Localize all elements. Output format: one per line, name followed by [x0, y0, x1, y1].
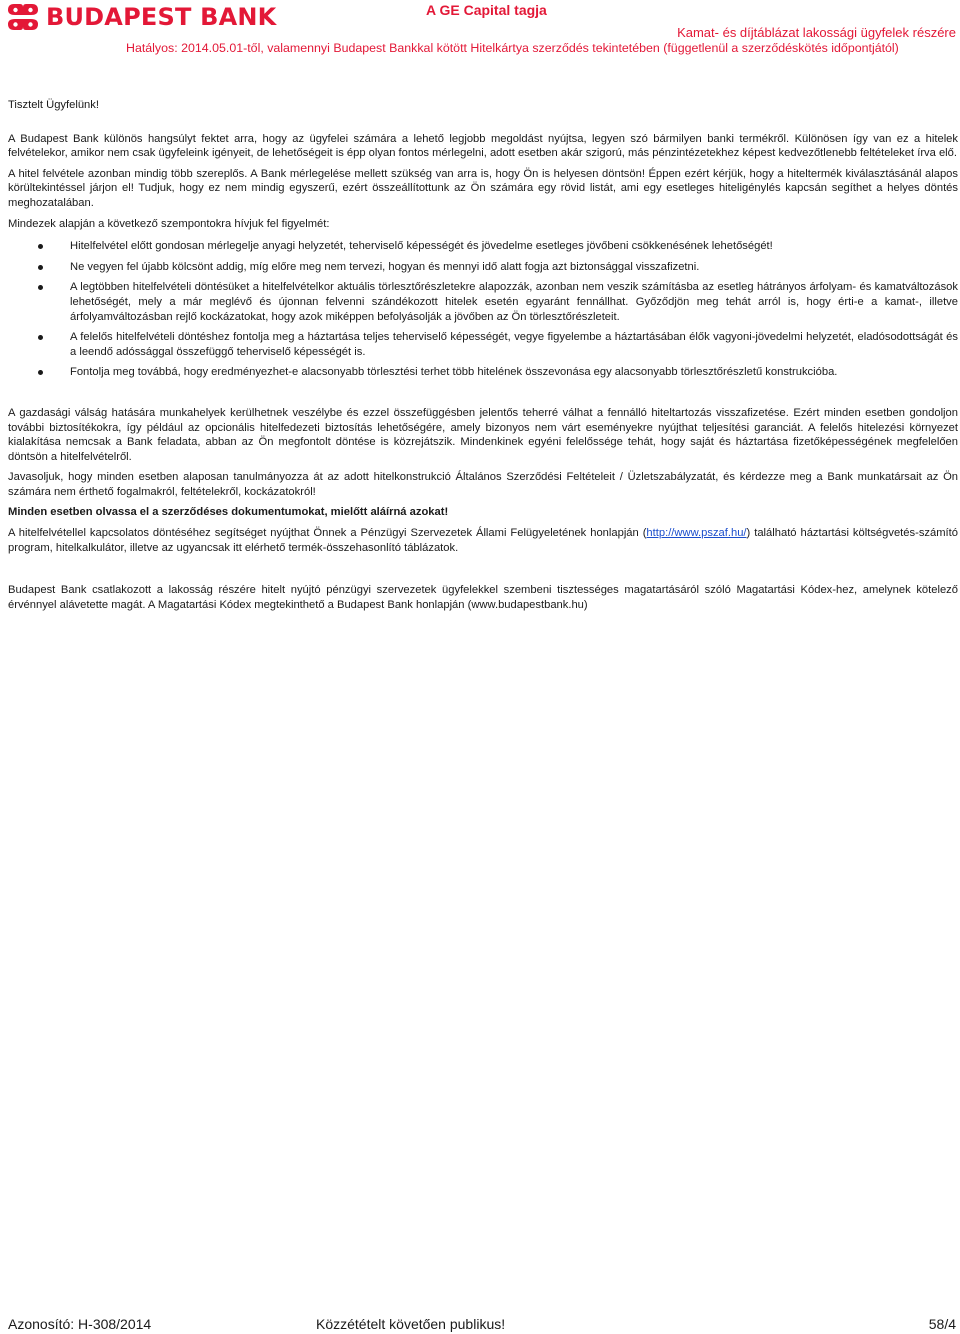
- brand-name: BUDAPEST BANK: [46, 3, 277, 31]
- list-item-text: A legtöbben hitelfelvételi döntésüket a hitelfelvételkor aktuális törlesztőrészletekre alapozzák, azonban nem veszik számításba az esetleg hátrányos árfolyam- és kamatváltozások lehetőségét, mely a már meglévő és újonnan felvenni szándékozott hitelek esetén egyaránt fennállhat. Győződjön meg tehát arról is, hogy érti-e a kamat-, illetve árfolyamváltozásban rejlő kockázatokat, hogy azok miképpen befolyásolják a jövőben az Ön törlesztőrészleteit.: [70, 281, 958, 323]
- list-item: [8, 280, 958, 324]
- list-item: [8, 330, 958, 359]
- terms-advice-paragraph: Javasoljuk, hogy minden esetben alaposan tanulmányozza át az adott hitelkonstrukció Általános Szerződési Feltételeit / Üzletszabályzatát, és kérdezze meg a Bank munkatársait az Ön számára nem érthető fogalmakról, feltételekről, kockázatokról!: [8, 471, 958, 498]
- list-item-text: Ne vegyen fel újabb kölcsönt addig, míg előre meg nem tervezi, hogyan és mennyi idő alatt fogja azt biztonsággal visszafizetni.: [70, 260, 700, 273]
- bullet-icon: [38, 285, 43, 290]
- pszaf-text-before: A hitelfelvétellel kapcsolatos döntéséhez segítséget nyújthat Önnek a Pénzügyi Szervezetek Állami Felügyeletének honlapján (: [8, 527, 647, 540]
- document-body: [8, 98, 958, 618]
- warning-text: Minden esetben olvassa el a szerződéses dokumentumokat, mielőtt aláírná azokat!: [8, 506, 449, 519]
- publication-note: Közzétételt követően publikus!: [316, 1316, 506, 1332]
- pszaf-text-after: ) található háztartási költségvetés-számító program, hitelkalkulátor, illetve az ugyancsak itt elérhető termék-összehasonlító táblázatok.: [8, 527, 958, 554]
- responsibility-paragraph: A hitel felvétele azonban mindig több szereplős. A Bank mérlegelése mellett szükség van arra is, hogy Ön is helyesen döntsön! Éppen ezért kérjük, hogy a hiteltermék kiválasztásánál alapos körültekintéssel járjon el! Tudjuk, hogy ez nem mindig egyszerű, ezért összeállítottunk az Ön számára egy rövid listát, ami egy esetleges hiteligénylés kapcsán segíthet a helyes döntés meghozatalában.: [8, 167, 958, 209]
- economic-crisis-paragraph: A gazdasági válság hatására munkahelyek kerülhetnek veszélybe és ezzel összefüggésben jelentős teherré válhat a fennálló hiteltartozás visszafizetése. Ezért minden esetben gondoljon további biztosítékokra, így például az opcionális hitelfedezeti biztosítás lehetőségére, amely bizonyos nem várt eseményekre nyújthat teljesítési garanciát. A felelős hitelezési környezet kialakítása nemcsak a Bank feladata, abban az Ön megfontolt döntése is közrejátszik. Mindenkinek egyéni felelőssége tehát, hogy saját és háztartása fizetőképességének megfelelően döntsön a hitelfelvételről.: [8, 406, 958, 463]
- list-item-text: A felelős hitelfelvételi döntéshez fontolja meg a háztartása teljes teherviselő képességét, vegye figyelembe a háztartásában élők vagyoni-jövedelmi helyzetét, eladósodottságát és a leendő adóssággal összefüggő teherviselő képességét is.: [70, 331, 958, 358]
- list-item-text: Hitelfelvétel előtt gondosan mérlegelje anyagi helyzetét, teherviselő képességét és jövedelme esetleges jövőbeni csökkenésének lehetőségét!: [70, 240, 773, 253]
- bullet-icon: [38, 244, 43, 249]
- list-intro: Mindezek alapján a következő szempontokra hívjuk fel figyelmét:: [8, 217, 330, 230]
- list-item: [8, 260, 958, 275]
- code-of-conduct-paragraph: Budapest Bank csatlakozott a lakosság részére hitelt nyújtó pénzügyi szervezetek ügyfelekkel szembeni tisztességes magatartásáról szóló Magatartási Kódex-hez, amelynek kötelező érvénnyel alávetette magát. A Magatartási Kódex megtekinthető a Budapest Bank honlapján (www.budapestbank.hu): [8, 584, 958, 611]
- document-identifier: Azonosító: H-308/2014: [8, 1316, 152, 1332]
- page-number: 58/4: [928, 1316, 956, 1332]
- page-footer: [8, 1316, 956, 1334]
- bank-logo: [6, 2, 276, 32]
- greeting: Tisztelt Ügyfelünk!: [8, 99, 99, 111]
- pszaf-paragraph: [8, 526, 958, 555]
- bullet-icon: [38, 265, 43, 270]
- document-title: Kamat- és díjtáblázat lakossági ügyfelek részére: [677, 25, 956, 40]
- page-header: [0, 0, 960, 60]
- bullet-icon: [38, 370, 43, 375]
- intro-paragraph: A Budapest Bank különös hangsúlyt fektet arra, hogy az ügyfelei számára a lehető legjobb megoldást nyújtsa, legyen szó bármilyen banki termékről. Különösen így van ez a hitelek felvételekor, amikor nem csak ügyfeleink igényeit, de lehetőségeit is épp olyan fontos mérlegelni, adott esetben akár szigorú, más pénzintézetekhez képest kedvezőtlenebb feltételeket írva elő.: [8, 132, 958, 160]
- budapest-bank-logo-icon: [6, 2, 40, 32]
- list-item-text: Fontolja meg továbbá, hogy eredményezhet-e alacsonyabb törlesztési terhet több hitelének összevonása egy alacsonyabb törlesztőrészletű konstrukcióba.: [70, 366, 838, 379]
- pszaf-link[interactable]: http://www.pszaf.hu/: [646, 527, 747, 540]
- validity-line: Hatályos: 2014.05.01-től, valamennyi Budapest Bankkal kötött Hitelkártya szerződés tekintetében (függetlenül a szerződéskötés időpontjától): [126, 41, 899, 55]
- list-item: [8, 239, 958, 254]
- bullet-icon: [38, 335, 43, 340]
- list-item: [8, 365, 958, 380]
- ge-capital-tag: A GE Capital tagja: [426, 2, 547, 18]
- advice-list: [8, 239, 958, 380]
